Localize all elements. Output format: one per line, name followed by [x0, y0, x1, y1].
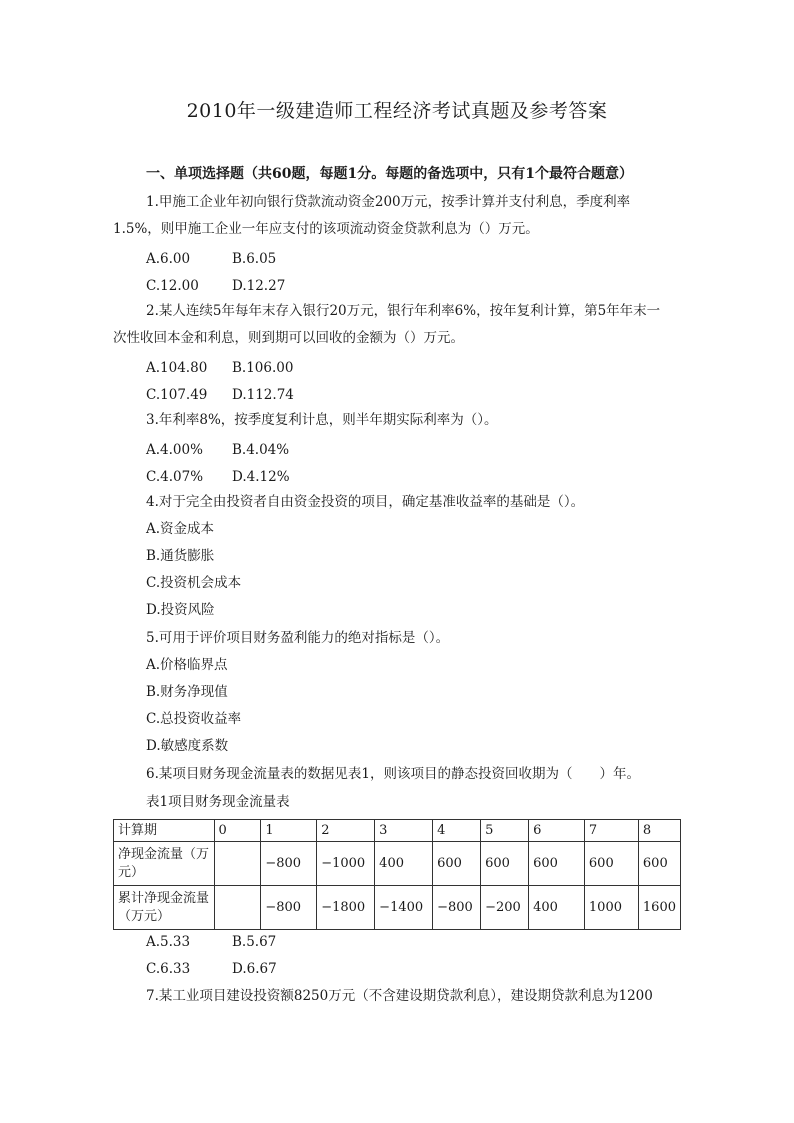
option-d: D.4.12%	[232, 469, 290, 485]
option-a: A.6.00	[146, 251, 191, 267]
table-cell: 600	[481, 842, 529, 886]
option-b: B.4.04%	[232, 442, 290, 458]
option-d: D.112.74	[232, 387, 294, 403]
table-cell: 1000	[584, 886, 638, 930]
option-d: D.投资风险	[146, 602, 215, 618]
table-cell: −800	[433, 886, 481, 930]
table-cell: 0	[214, 820, 261, 842]
question-6-options-cd	[146, 960, 277, 978]
table-cell: 计算期	[114, 820, 215, 842]
table-cell: 4	[433, 820, 481, 842]
option-b: B.通货膨胀	[146, 548, 215, 564]
table-cell: 3	[375, 820, 433, 842]
document-title: 2010年一级建造师工程经济考试真题及参考答案	[186, 100, 608, 122]
table-cell: 8	[638, 820, 680, 842]
cash-flow-table	[113, 819, 681, 930]
option-d: D.敏感度系数	[146, 738, 229, 754]
table-cell: −800	[261, 842, 317, 886]
option-b: B.5.67	[232, 934, 277, 950]
table-cell: −200	[481, 886, 529, 930]
table-cell: 400	[529, 886, 585, 930]
table-caption: 表1项目财务现金流量表	[146, 794, 290, 810]
table-cell: −1400	[375, 886, 433, 930]
question-6-options-ab	[146, 933, 276, 951]
question-2-line-2: 次性收回本金和利息，则到期可以回收的金额为（）万元。	[113, 330, 464, 346]
question-4-line-1: 4.对于完全由投资者自由资金投资的项目，确定基准收益率的基础是（）。	[146, 494, 585, 510]
table-cell: −1000	[317, 842, 375, 886]
question-2-line-1: 2.某人连续5年每年末存入银行20万元，银行年利率6%，按年复利计算，第5年年末一	[146, 303, 661, 319]
table-cell: 净现金流量（万元）	[114, 842, 215, 886]
option-a: A.5.33	[146, 934, 191, 950]
table-cell: 400	[375, 842, 433, 886]
section-heading: 一、单项选择题（共60题，每题1分。每题的备选项中，只有1个最符合题意）	[146, 166, 633, 182]
question-6-line-1: 6.某项目财务现金流量表的数据见表1，则该项目的静态投资回收期为（ ）年。	[146, 766, 640, 782]
table-cell: 7	[584, 820, 638, 842]
question-1-line-1: 1.甲施工企业年初向银行贷款流动资金200万元，按季计算并支付利息，季度利率	[146, 194, 631, 210]
table-cell: −1800	[317, 886, 375, 930]
table-cell	[214, 886, 261, 930]
option-c: C.投资机会成本	[146, 575, 242, 591]
question-2-options-cd	[146, 386, 294, 404]
table-cell: 5	[481, 820, 529, 842]
option-a: A.价格临界点	[146, 657, 228, 673]
question-1-options-cd	[146, 277, 285, 295]
option-b: B.6.05	[232, 251, 277, 267]
question-7-line-1: 7.某工业项目建设投资额8250万元（不含建设期贷款利息），建设期贷款利息为1200	[146, 988, 653, 1004]
table-cell: 600	[638, 842, 680, 886]
table-cell: 600	[584, 842, 638, 886]
table-cell: 600	[529, 842, 585, 886]
table-cell: 6	[529, 820, 585, 842]
option-c: C.总投资收益率	[146, 711, 242, 727]
table-cell: 2	[317, 820, 375, 842]
table-cell	[214, 842, 261, 886]
option-d: D.12.27	[232, 278, 286, 294]
table-row	[114, 842, 681, 886]
table-cell: 600	[433, 842, 481, 886]
table-cell: 累计净现金流量（万元）	[114, 886, 215, 930]
option-a: A.资金成本	[146, 521, 215, 537]
question-3-line-1: 3.年利率8%，按季度复利计息，则半年期实际利率为（）。	[146, 412, 498, 428]
question-3-options-ab	[146, 441, 289, 459]
question-1-line-2: 1.5%，则甲施工企业一年应支付的该项流动资金贷款利息为（）万元。	[113, 221, 539, 237]
option-a: A.104.80	[146, 360, 208, 376]
question-3-options-cd	[146, 468, 290, 486]
option-c: C.107.49	[146, 387, 208, 403]
table-cell: 1600	[638, 886, 680, 930]
option-c: C.6.33	[146, 961, 191, 977]
option-d: D.6.67	[232, 961, 277, 977]
table-row	[114, 886, 681, 930]
question-5-line-1: 5.可用于评价项目财务盈利能力的绝对指标是（）。	[146, 630, 450, 646]
question-2-options-ab	[146, 359, 293, 377]
question-1-options-ab	[146, 250, 276, 268]
option-c: C.4.07%	[146, 469, 204, 485]
option-b: B.106.00	[232, 360, 294, 376]
table-cell: −800	[261, 886, 317, 930]
option-a: A.4.00%	[146, 442, 203, 458]
option-c: C.12.00	[146, 278, 199, 294]
table-header-row	[114, 820, 681, 842]
table-cell: 1	[261, 820, 317, 842]
option-b: B.财务净现值	[146, 684, 228, 700]
